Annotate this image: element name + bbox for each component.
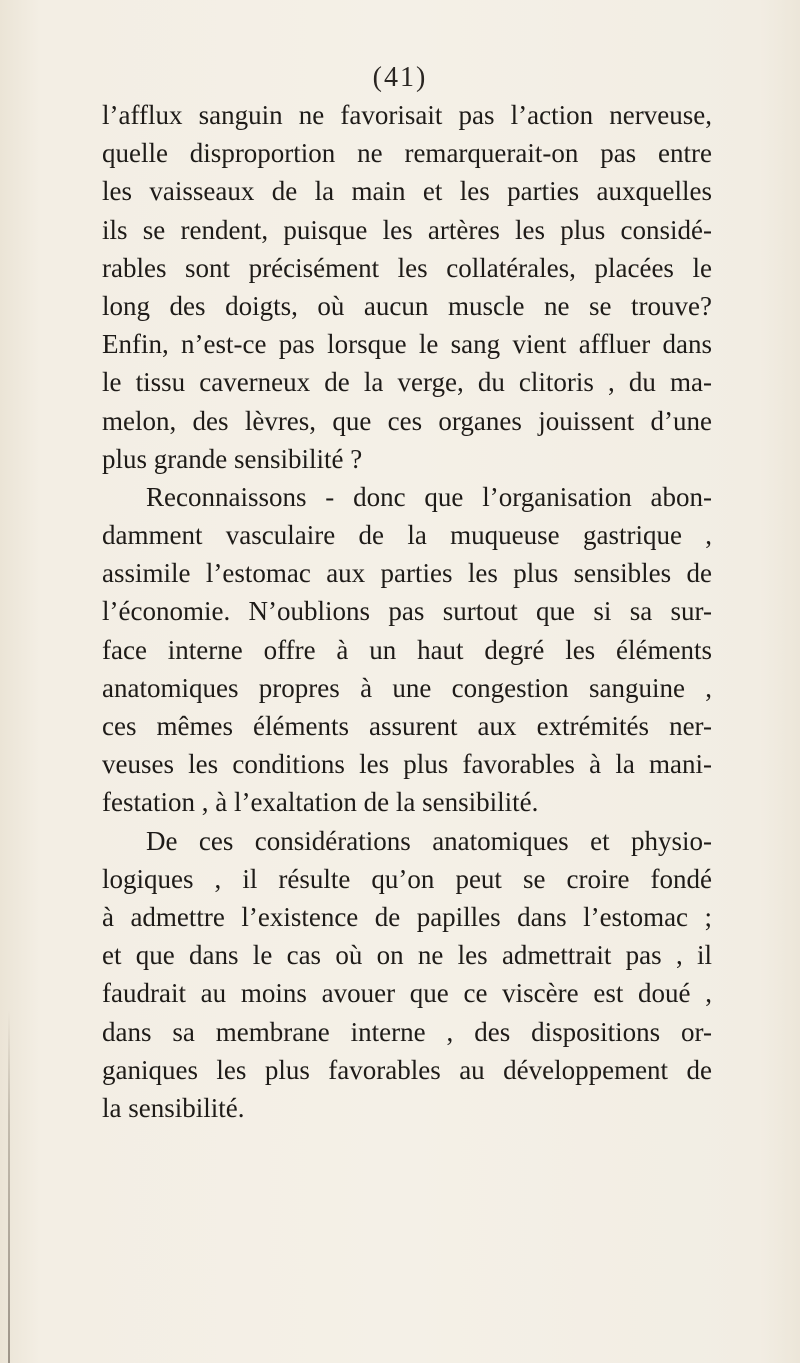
body-text <box>102 96 712 1127</box>
text-line: l’afflux sanguin ne favorisait pas l’action nerveuse, <box>102 100 712 130</box>
text-line: le tissu caverneux de la verge, du clitoris , du ma- <box>102 367 712 398</box>
text-line: De ces considérations anatomiques et physio- <box>146 825 712 856</box>
text-line: damment vasculaire de la muqueuse gastrique , <box>102 520 712 551</box>
text-line: anatomiques propres à une congestion sanguine , <box>102 672 712 703</box>
text-line: melon, des lèvres, que ces organes jouissent d’une <box>102 405 712 436</box>
text-line: ces mêmes éléments assurent aux extrémités ner- <box>102 711 712 741</box>
text-line: les vaisseaux de la main et les parties auxquelles <box>102 176 712 207</box>
paragraph-3 <box>102 822 712 1128</box>
text-line: long des doigts, où aucun muscle ne se trouve? <box>102 290 712 321</box>
paragraph-2 <box>102 478 712 822</box>
binding-shadow <box>8 1010 10 1363</box>
text-line: faudrait au moins avouer que ce viscère est doué , <box>102 978 712 1009</box>
text-line: ganiques les plus favorables au développement de <box>102 1054 712 1085</box>
text-line: dans sa membrane interne , des dispositions or- <box>102 1016 712 1047</box>
text-line: la sensibilité. <box>102 1092 245 1123</box>
text-line: ils se rendent, puisque les artères les plus considé- <box>102 214 712 245</box>
text-line: Enfin, n’est-ce pas lorsque le sang vient affluer dans <box>102 329 712 360</box>
text-line: assimile l’estomac aux parties les plus sensibles de <box>102 558 712 589</box>
text-line: logiques , il résulte qu’on peut se croire fondé <box>102 863 712 894</box>
paragraph-1 <box>102 96 712 478</box>
page-number: (41) <box>372 62 428 93</box>
text-line: veuses les conditions les plus favorables à la mani- <box>102 749 712 780</box>
text-line: face interne offre à un haut degré les éléments <box>102 634 712 665</box>
text-line: Reconnaissons - donc que l’organisation abon- <box>146 481 712 512</box>
text-line: plus grande sensibilité ? <box>102 443 363 474</box>
text-line: quelle disproportion ne remarquerait-on pas entre <box>102 138 712 169</box>
text-line: festation , à l’exaltation de la sensibilité. <box>102 787 539 818</box>
text-line: à admettre l’existence de papilles dans l’estomac ; <box>102 901 712 932</box>
text-line: l’économie. N’oublions pas surtout que si sa sur- <box>102 596 712 627</box>
text-line: et que dans le cas où on ne les admettrait pas , il <box>102 940 712 971</box>
text-line: rables sont précisément les collatérales, placées le <box>102 252 712 283</box>
